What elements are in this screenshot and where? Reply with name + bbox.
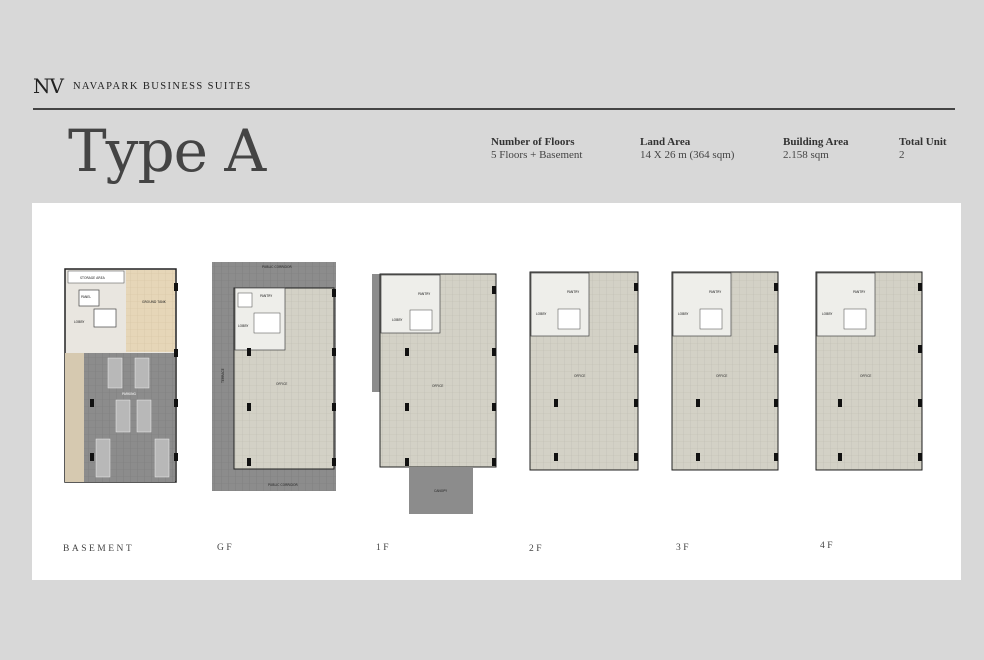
- spec-label: Total Unit: [899, 136, 947, 148]
- spec-value: 2.158 sqm: [783, 149, 829, 161]
- room-label: OFFICE: [276, 382, 288, 386]
- floor-label-2f: 2F: [529, 544, 545, 554]
- second-floor-plan: [530, 272, 638, 470]
- spec-land-area: [640, 136, 734, 162]
- room-label: LOBBY: [392, 318, 403, 322]
- floor-plans-panel: [32, 203, 961, 580]
- spec-label: Number of Floors: [491, 136, 575, 148]
- room-label: OFFICE: [432, 384, 444, 388]
- room-label: LOBBY: [678, 312, 689, 316]
- room-label: PANTRY: [418, 292, 431, 296]
- room-label: CANOPY: [434, 489, 448, 493]
- brand-logo: [33, 74, 252, 98]
- room-label: PANTRY: [260, 294, 273, 298]
- room-label: PANEL: [81, 295, 92, 299]
- room-label: LOBBY: [536, 312, 547, 316]
- room-label: LOBBY: [822, 312, 833, 316]
- spec-value: 2: [899, 149, 905, 161]
- spec-label: Building Area: [783, 136, 849, 148]
- spec-label: Land Area: [640, 136, 691, 148]
- room-label: PANTRY: [853, 290, 866, 294]
- room-label: LOBBY: [74, 320, 85, 324]
- ground-floor-plan: [212, 262, 336, 491]
- room-label: PANTRY: [567, 290, 580, 294]
- header-divider: [33, 108, 955, 110]
- fourth-floor-plan: [816, 272, 922, 470]
- spec-value: 14 X 26 m (364 sqm): [640, 149, 735, 161]
- floor-label-1f: 1F: [376, 543, 392, 553]
- first-floor-plan: [372, 274, 496, 514]
- room-label: OFFICE: [716, 374, 728, 378]
- spec-floors: [491, 136, 582, 162]
- room-label: PARKING: [122, 392, 136, 396]
- room-label: TERRACE: [221, 368, 225, 383]
- spec-total-unit: [899, 136, 947, 162]
- room-label: OFFICE: [574, 374, 586, 378]
- floor-label-3f: 3F: [676, 543, 692, 553]
- room-label: PUBLIC CORRIDOR: [268, 483, 298, 487]
- spec-building-area: [783, 136, 849, 162]
- brand-name: NAVAPARK BUSINESS SUITES: [72, 80, 252, 92]
- floor-plans-drawing: [32, 203, 961, 580]
- room-label: OFFICE: [860, 374, 872, 378]
- logo-mark: NV: [33, 74, 63, 98]
- room-label: PUBLIC CORRIDOR: [262, 265, 292, 269]
- floor-label-gf: GF: [217, 543, 235, 553]
- room-label: STORAGE AREA: [80, 276, 105, 280]
- spec-value: 5 Floors + Basement: [491, 149, 583, 161]
- page-title: Type A: [68, 117, 266, 185]
- room-label: PANTRY: [709, 290, 722, 294]
- third-floor-plan: [672, 272, 778, 470]
- floor-label-basement: BASEMENT: [63, 544, 135, 554]
- floor-label-4f: 4F: [820, 541, 836, 551]
- room-label: LOBBY: [238, 324, 249, 328]
- room-label: GROUND TANK: [142, 300, 166, 304]
